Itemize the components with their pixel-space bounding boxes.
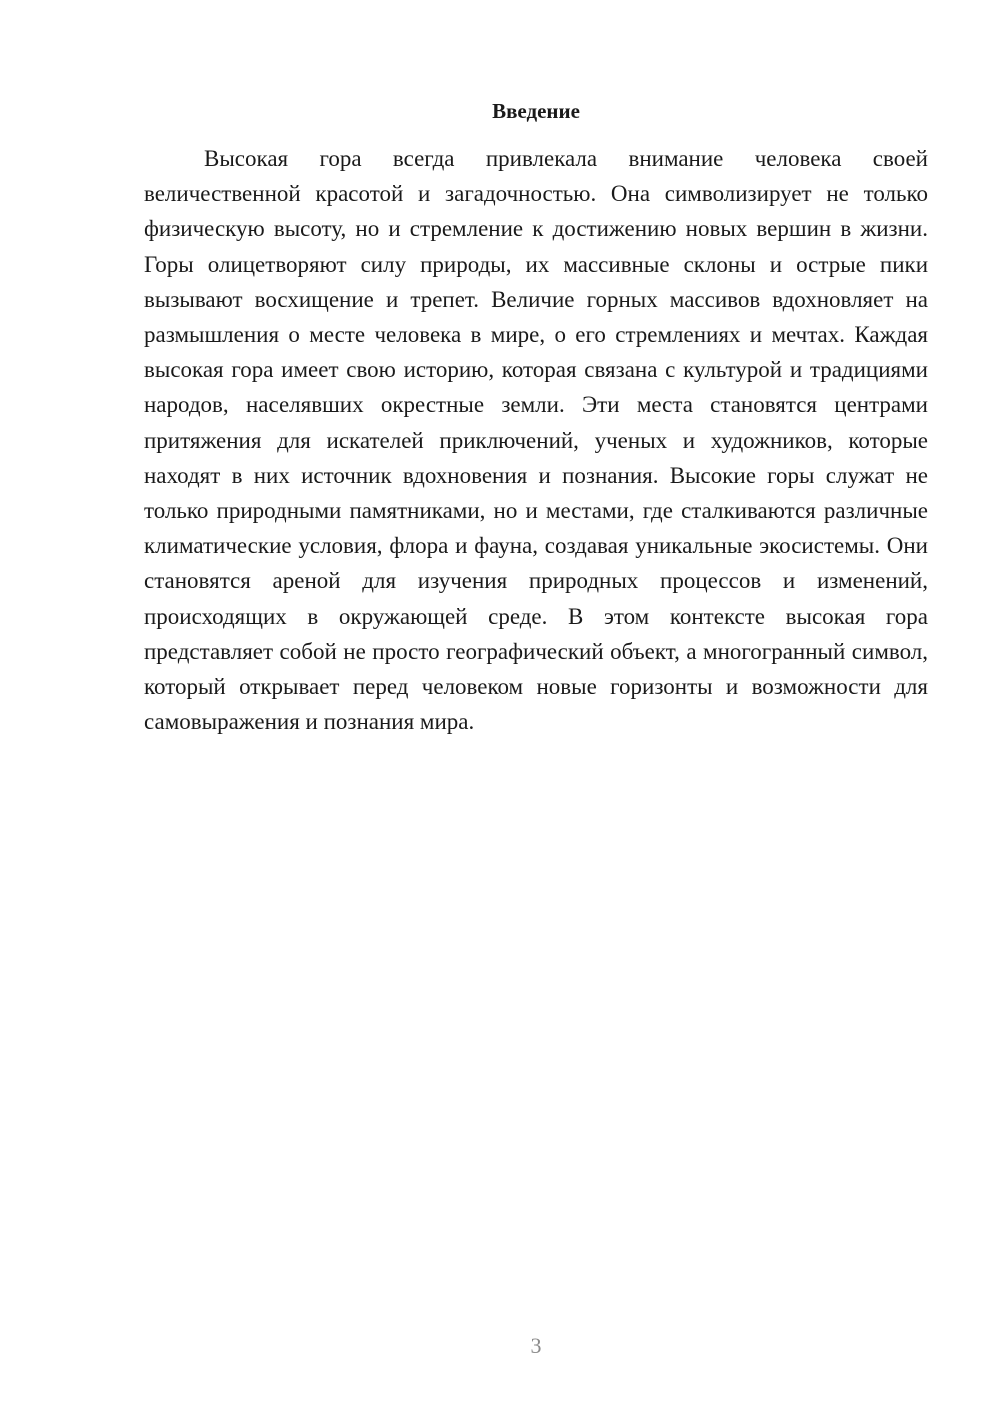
body-paragraph: Высокая гора всегда привлекала внимание человека своей величественной красотой и загадочностью. Она символизирует не только физическую высоту, но и стремление к достижению новых вершин в жизни. Горы олицетворяют силу природы, их массивные склоны и острые пики вызывают восхищение и трепет. Величие горных массивов вдохновляет на размышления о месте человека в мире, о его стремлениях и мечтах. Каждая высокая гора имеет свою историю, которая связана с культурой и традициями народов, населявших окрестные земли. Эти места становятся центрами притяжения для искателей приключений, ученых и художников, которые находят в них источник вдохновения и познания. Высокие горы служат не только природными памятниками, но и местами, где сталкиваются различные климатические условия, флора и фауна, создавая уникальные экосистемы. Они становятся ареной для изучения природных процессов и изменений, происходящих в окружающей среде. В этом контексте высокая гора представляет собой не просто географический объект, а многогранный символ, который открывает перед человеком новые горизонты и возможности для самовыражения и познания мира. [144, 146, 928, 735]
page-number: 3 [530, 1333, 542, 1358]
section-heading: Введение [492, 99, 580, 123]
